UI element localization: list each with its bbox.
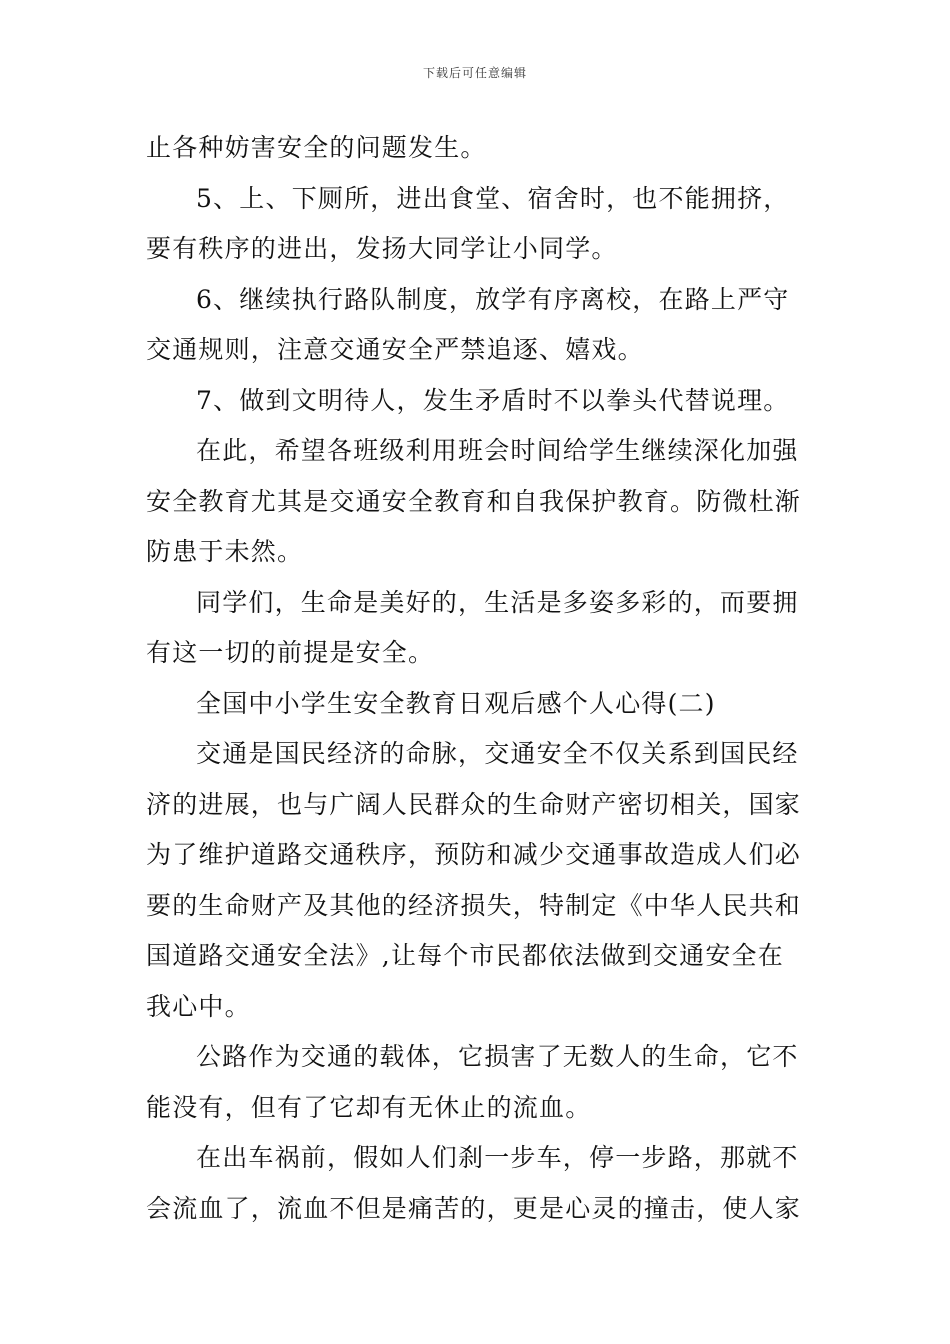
paragraph-5: 在此，希望各班级利用班会时间给学生继续深化加强安全教育尤其是交通安全教育和自我保护教育。防微杜渐防患于未然。 — [146, 436, 802, 566]
paragraph-10: 在出车祸前，假如人们刹一步车，停一步路，那就不会流血了，流血不但是痛苦的，更是心灵的撞击，使人家 — [146, 1143, 802, 1223]
page-header: 下载后可任意编辑 — [422, 66, 527, 80]
document-body — [146, 123, 808, 1234]
paragraph-1: 止各种妨害安全的问题发生。 — [146, 133, 487, 162]
paragraph-3: 6、继续执行路队制度，放学有序离校，在路上严守交通规则，注意交通安全严禁追逐、嬉戏。 — [146, 284, 790, 364]
paragraph-9: 公路作为交通的载体，它损害了无数人的生命，它不能没有，但有了它却有无休止的流血。 — [146, 1042, 799, 1122]
paragraph-6: 同学们，生命是美好的，生活是多姿多彩的，而要拥有这一切的前提是安全。 — [146, 587, 799, 667]
paragraph-8: 交通是国民经济的命脉，交通安全不仅关系到国民经济的进展，也与广阔人民群众的生命财产密切相关，国家为了维护道路交通秩序，预防和减少交通事故造成人们必要的生命财产及其他的经济损失，特制定《中华人民共和国道路交通安全法》,让每个市民都依法做到交通安全在我心中。 — [146, 739, 802, 1021]
section-heading: 全国中小学生安全教育日观后感个人心得(二) — [196, 688, 716, 718]
paragraph-2: 5、上、下厕所，进出食堂、宿舍时，也不能拥挤，要有秩序的进出，发扬大同学让小同学。 — [146, 183, 790, 263]
paragraph-4: 7、做到文明待人，发生矛盾时不以拳头代替说理。 — [196, 385, 790, 415]
